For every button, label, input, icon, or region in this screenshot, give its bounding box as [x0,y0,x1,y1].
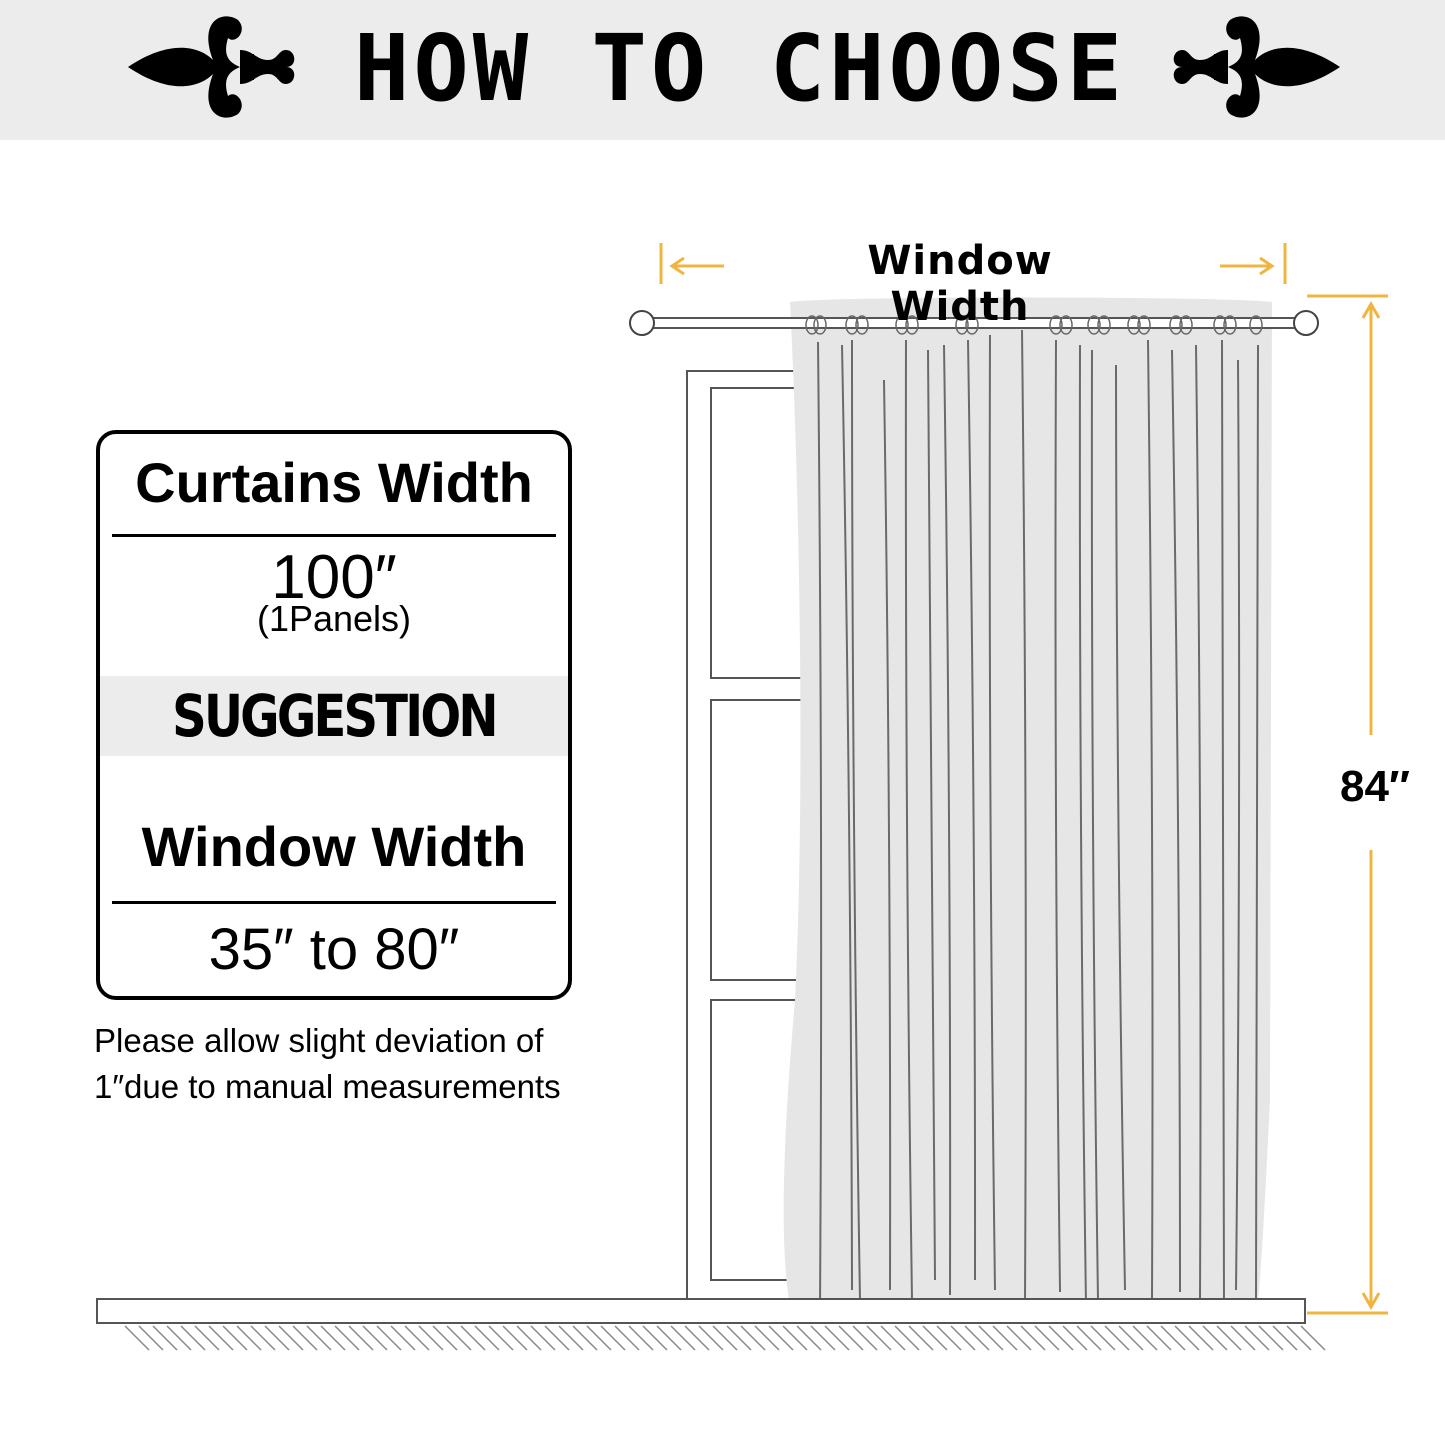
floor-hatch-line [377,1326,401,1350]
floor-hatch-line [1245,1326,1269,1350]
floor-board [97,1299,1305,1323]
floor-hatch-line [573,1326,597,1350]
floor-hatch-line [909,1326,933,1350]
floor-hatch-line [1175,1326,1199,1350]
floor-hatch-line [1105,1326,1129,1350]
floor-hatch-line [447,1326,471,1350]
curtains-width-value: 100″ [271,543,397,612]
floor-hatch-line [811,1326,835,1350]
curtains-width-heading: Curtains Width [135,451,533,514]
floor-hatch-line [783,1326,807,1350]
floor-hatch-line [951,1326,975,1350]
floor-hatch-line [979,1326,1003,1350]
floor-hatch-line [853,1326,877,1350]
floor-hatch-line [265,1326,289,1350]
floor-hatch-line [349,1326,373,1350]
floor-hatch-line [671,1326,695,1350]
floor-hatch-line [1231,1326,1255,1350]
floor-hatch-line [923,1326,947,1350]
note-line: Please allow slight deviation of [94,1022,544,1059]
floor-hatch-line [993,1326,1017,1350]
window-width-label: Window Width [867,238,1053,330]
floor-hatch-line [559,1326,583,1350]
floor-hatch-line [181,1326,205,1350]
floor-hatch-line [1189,1326,1213,1350]
floor-hatch-line [307,1326,331,1350]
panel-count: (1Panels) [256,598,412,639]
floor-hatching [125,1326,1325,1350]
floor-hatch-line [1035,1326,1059,1350]
page-title: HOW TO CHOOSE [353,15,1127,122]
floor-hatch-line [699,1326,723,1350]
floor-hatch-line [489,1326,513,1350]
window-width-heading: Window Width [141,815,527,878]
floor-hatch-line [1063,1326,1087,1350]
floor-hatch-line [1217,1326,1241,1350]
floor-hatch-line [629,1326,653,1350]
floor-hatch-line [825,1326,849,1350]
suggestion-label: SUGGESTION [172,682,496,750]
floor-hatch-line [251,1326,275,1350]
size-info-card [96,430,572,1000]
note-line: 1″due to manual measurements [94,1068,561,1105]
floor-hatch-line [657,1326,681,1350]
floor-hatch-line [391,1326,415,1350]
floor-hatch-line [601,1326,625,1350]
floor-hatch-line [881,1326,905,1350]
floor-hatch-line [769,1326,793,1350]
floor-hatch-line [419,1326,443,1350]
floor-hatch-line [713,1326,737,1350]
window-width-range: 35″ to 80″ [208,917,460,982]
floor-hatch-line [1259,1326,1283,1350]
floor-hatch-line [755,1326,779,1350]
floor-hatch-line [167,1326,191,1350]
floor-hatch-line [223,1326,247,1350]
floor-hatch-line [517,1326,541,1350]
floor-hatch-line [545,1326,569,1350]
floor-hatch-line [1287,1326,1311,1350]
floor-hatch-line [461,1326,485,1350]
floor-hatch-line [1133,1326,1157,1350]
floor-hatch-line [867,1326,891,1350]
floor-hatch-line [965,1326,989,1350]
floor-hatch-line [335,1326,359,1350]
curtain-height-label: 84″ [1339,762,1411,811]
floor-hatch-line [237,1326,261,1350]
floor-hatch-line [125,1326,149,1350]
card-divider [112,534,556,537]
floor-hatch-line [503,1326,527,1350]
floor-hatch-line [139,1326,163,1350]
floor-hatch-line [1077,1326,1101,1350]
suggestion-band [100,676,568,756]
floor-hatch-line [587,1326,611,1350]
card-divider [112,901,556,904]
floor-hatch-line [685,1326,709,1350]
floor-hatch-line [195,1326,219,1350]
floor-hatch-line [433,1326,457,1350]
floor-hatch-line [1273,1326,1297,1350]
floor-hatch-line [1119,1326,1143,1350]
floor-hatch-line [1147,1326,1171,1350]
floor-hatch-line [293,1326,317,1350]
floor-hatch-line [1203,1326,1227,1350]
floor-hatch-line [1161,1326,1185,1350]
floor-hatch-line [839,1326,863,1350]
floor-hatch-line [741,1326,765,1350]
floor-hatch-line [1091,1326,1115,1350]
floor-hatch-line [405,1326,429,1350]
floor-hatch-line [615,1326,639,1350]
floor-hatch-line [643,1326,667,1350]
floor-hatch-line [153,1326,177,1350]
deviation-note [94,1018,594,1110]
floor-hatch-line [727,1326,751,1350]
rod-finial-right [1294,311,1318,335]
floor-hatch-line [937,1326,961,1350]
floor-hatch-line [209,1326,233,1350]
floor-hatch-line [1007,1326,1031,1350]
floor-hatch-line [1049,1326,1073,1350]
floor-hatch-line [1021,1326,1045,1350]
floor-hatch-line [1301,1326,1325,1350]
rod-finial-left [630,311,654,335]
floor-hatch-line [475,1326,499,1350]
floor-hatch-line [895,1326,919,1350]
floor-hatch-line [797,1326,821,1350]
floor-hatch-line [363,1326,387,1350]
floor-hatch-line [279,1326,303,1350]
floor-hatch-line [321,1326,345,1350]
floor-hatch-line [531,1326,555,1350]
